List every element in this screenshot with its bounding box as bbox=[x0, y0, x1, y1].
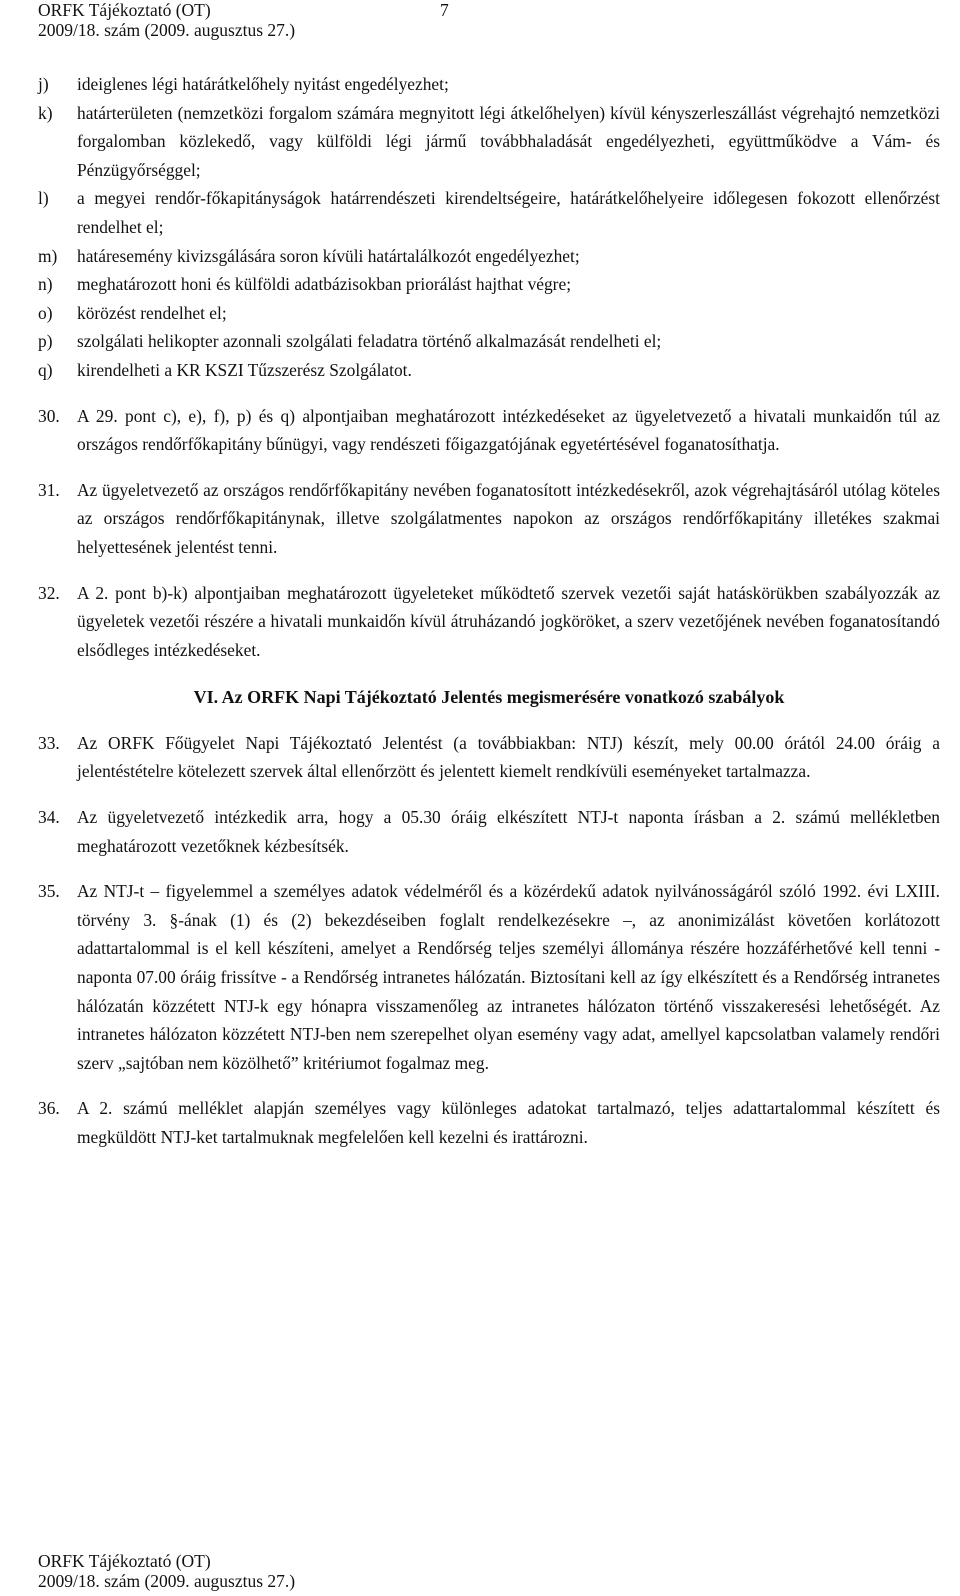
paragraph-number: 36. bbox=[38, 1098, 60, 1119]
paragraph-text: Az NTJ-t – figyelemmel a személyes adatok védelméről és a közérdekű adatok nyilvánosságáról szóló 1992. évi LXIII. törvény 3. §-ának (1) és (2) bekezdéseiben foglalt rendelkezésekre –, az anonimizálást követően korlátozott adattartalommal is el kell készíteni, amelyet a Rendőrség teljes személyi állománya részére hozzáférhetővé kell tenni - naponta 07.00 óráig frissítve - a Rendőrség intranetes hálózatán. Biztosítani kell az így elkészített és a Rendőrség intranetes hálózatán közzétett NTJ-k egy hónapra visszamenőleg az intranetes hálózaton történő visszakeresési lehetőségét. Az intranetes hálózaton közzétett NTJ-ben nem szerepelhet olyan esemény vagy adat, amellyel kapcsolatban valamely rendőri szerv „sajtóban nem közölhető” kritériumot fogalmaz meg. bbox=[77, 881, 940, 1073]
list-item-label: p) bbox=[38, 331, 53, 352]
paragraph-31 bbox=[38, 476, 940, 562]
list-k bbox=[38, 99, 940, 185]
list-o bbox=[38, 299, 940, 328]
paragraph-number: 34. bbox=[38, 807, 60, 828]
list-item-label: l) bbox=[38, 188, 49, 209]
list-item-label: j) bbox=[38, 74, 49, 94]
paragraph-32 bbox=[38, 579, 940, 665]
paragraph-33 bbox=[38, 729, 940, 786]
list-item-label: k) bbox=[38, 102, 53, 123]
paragraph-35 bbox=[38, 877, 940, 1077]
paragraph-text: A 2. pont b)-k) alpontjaiban meghatározott ügyeleteket működtető szervek vezetői saját hatáskörükben szabályozzák az ügyeletek vezetői részére a hivatali munkaidőn kívül átruházandó jogköröket, a szerv vezetőjének nevében foganatosítandó elsődleges intézkedéseket. bbox=[77, 582, 940, 660]
footer-publication: ORFK Tájékoztató (OT) bbox=[38, 1551, 211, 1571]
paragraph-text: Az ORFK Főügyelet Napi Tájékoztató Jelentést (a továbbiakban: NTJ) készít, mely 00.00 órától 24.00 óráig a jelentéstételre kötelezett szervek által ellenőrzött és jelentett kiemelt rendkívüli eseményeket tartalmazza. bbox=[77, 732, 940, 782]
list-q bbox=[38, 356, 940, 385]
list-item-text: meghatározott honi és külföldi adatbázisokban priorálást hajthat végre; bbox=[77, 274, 572, 295]
list-item-text: körözést rendelhet el; bbox=[77, 302, 227, 323]
paragraph-30 bbox=[38, 402, 940, 459]
list-item-label: q) bbox=[38, 359, 53, 380]
header-publication: ORFK Tájékoztató (OT) bbox=[38, 0, 211, 20]
paragraph-text: A 29. pont c), e), f), p) és q) alpontjaiban meghatározott intézkedéseket az ügyeletvezető a hivatali munkaidőn túl az országos rendőrfőkapitány bűnügyi, vagy rendészeti főigazgatójának egyetértésével foganatosíthatja. bbox=[77, 405, 940, 455]
paragraph-text: A 2. számú melléklet alapján személyes vagy különleges adatokat tartalmazó, teljes adattartalommal készített és megküldött NTJ-ket tartalmuknak megfelelően kell kezelni és irattározni. bbox=[77, 1098, 940, 1147]
list-n bbox=[38, 270, 940, 299]
list-j bbox=[38, 70, 940, 99]
list-item-text: ideiglenes légi határátkelőhely nyitást engedélyezhet; bbox=[77, 74, 449, 94]
list-p bbox=[38, 327, 940, 356]
list-item-label: o) bbox=[38, 302, 53, 323]
list-l bbox=[38, 184, 940, 241]
list-m bbox=[38, 242, 940, 271]
page-header bbox=[38, 0, 598, 40]
list-item-text: kirendelheti a KR KSZI Tűzszerész Szolgálatot. bbox=[77, 359, 412, 380]
list-item-text: szolgálati helikopter azonnali szolgálati feladatra történő alkalmazását rendelheti el; bbox=[77, 331, 662, 352]
paragraph-34 bbox=[38, 803, 940, 860]
paragraph-number: 30. bbox=[38, 405, 60, 426]
paragraph-number: 35. bbox=[38, 881, 60, 902]
list-item-text: határesemény kivizsgálására soron kívüli határtalálkozót engedélyezhet; bbox=[77, 245, 580, 266]
list-item-label: n) bbox=[38, 274, 53, 295]
section-title: VI. Az ORFK Napi Tájékoztató Jelentés megismerésére vonatkozó szabályok bbox=[193, 687, 785, 708]
list-item-label: m) bbox=[38, 245, 58, 266]
paragraph-text: Az ügyeletvezető intézkedik arra, hogy a 05.30 óráig elkészített NTJ-t naponta írásban a 2. számú mellékletben meghatározott vezetőknek kézbesítsék. bbox=[77, 807, 940, 856]
document-body bbox=[38, 70, 940, 1152]
list-item-text: a megyei rendőr-főkapitányságok határrendészeti kirendeltségeire, határátkelőhelyeire időlegesen fokozott ellenőrzést rendelhet el; bbox=[77, 188, 940, 237]
paragraph-number: 31. bbox=[38, 479, 60, 500]
header-issue: 2009/18. szám (2009. augusztus 27.) bbox=[38, 20, 296, 40]
page-footer bbox=[38, 1551, 295, 1591]
paragraph-text: Az ügyeletvezető az országos rendőrfőkapitány nevében foganatosított intézkedésekről, azok végrehajtásáról utólag köteles az országos rendőrfőkapitánynak, illetve szolgálatmentes napokon az országos rendőrfőkapitány illetékes szakmai helyettesének jelentést tenni. bbox=[77, 479, 940, 557]
footer-issue: 2009/18. szám (2009. augusztus 27.) bbox=[38, 1571, 296, 1591]
list-item-text: határterületen (nemzetközi forgalom számára megnyitott légi átkelőhelyen) kívül kényszerleszállást végrehajtó nemzetközi forgalomban közlekedő, vagy külföldi légi jármű továbbhaladását engedélyezheti, együttműködve a Vám- és Pénzügyőrséggel; bbox=[77, 102, 940, 180]
paragraph-number: 33. bbox=[38, 732, 60, 753]
paragraph-number: 32. bbox=[38, 582, 60, 603]
page-number: 7 bbox=[440, 0, 449, 20]
paragraph-36 bbox=[38, 1094, 940, 1151]
